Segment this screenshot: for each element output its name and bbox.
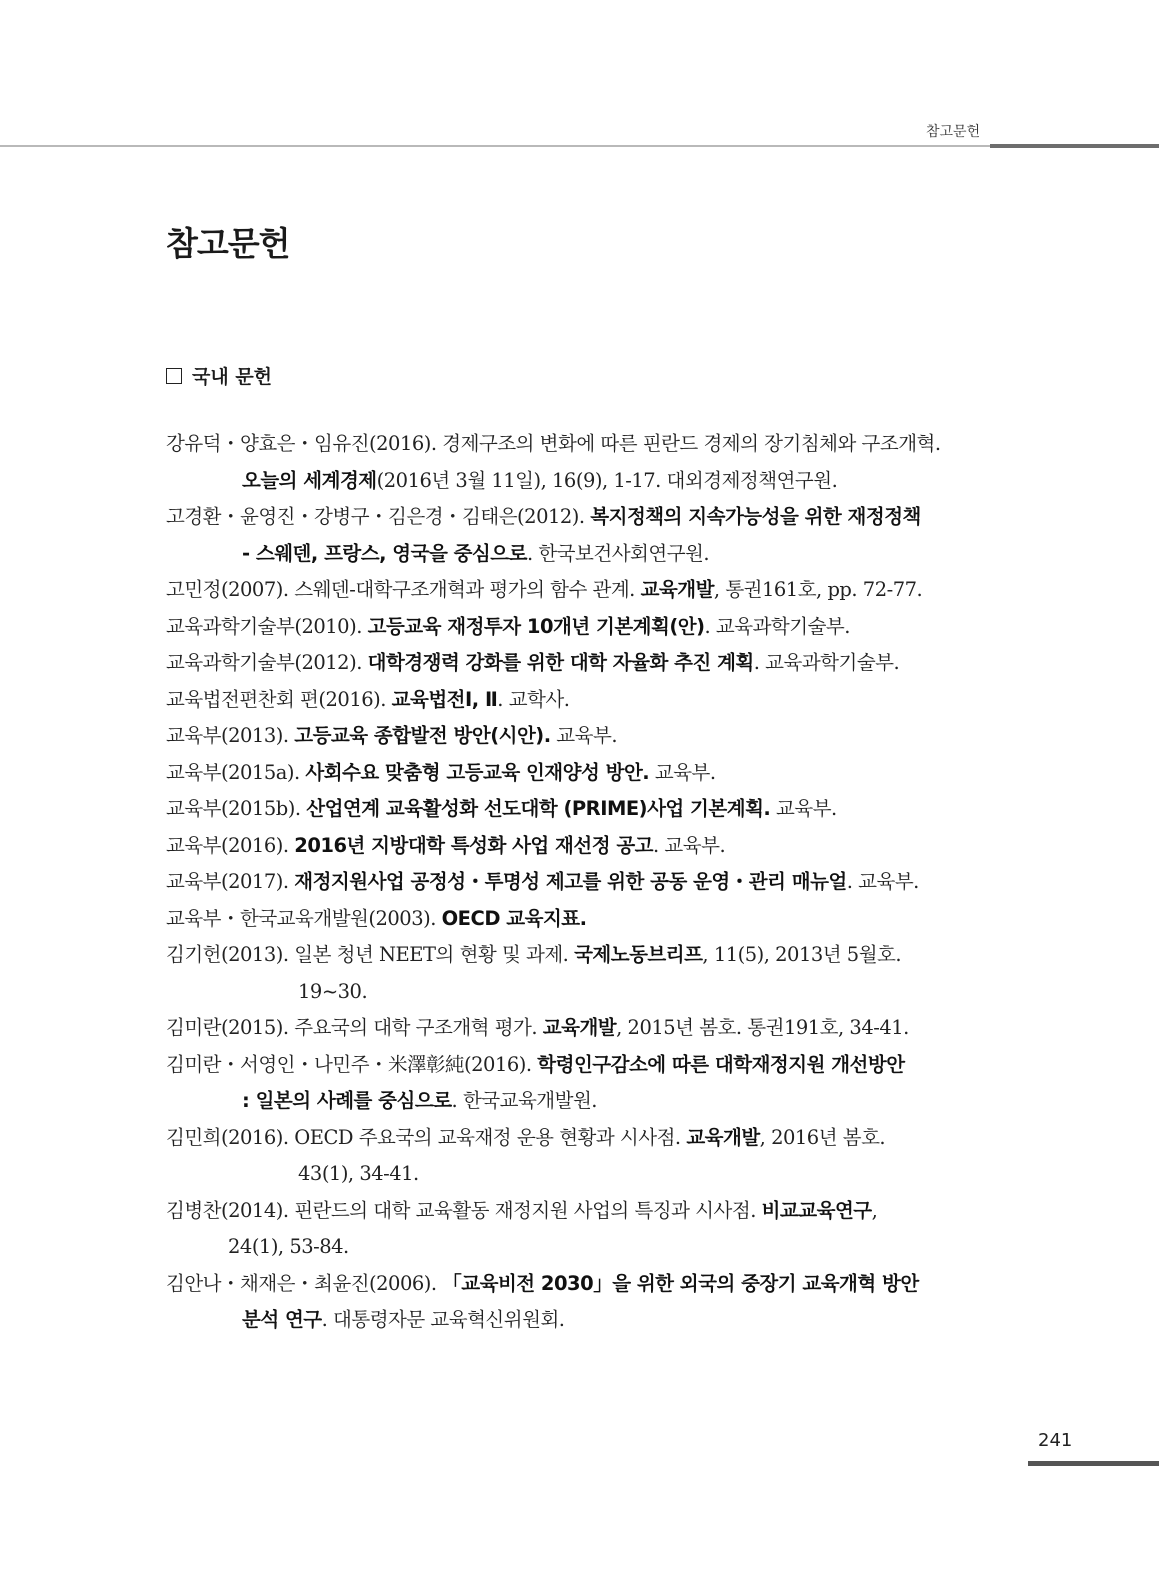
reference-entry: 교육과학기술부(2010). 고등교육 재정투자 10개년 기본계획(안). 교육과학기술부. — [166, 614, 850, 638]
reference-entry: 김기헌(2013). 일본 청년 NEET의 현황 및 과제. 국제노동브리프, 11(5), 2013년 5월호. 19~30. — [166, 943, 902, 1003]
reference-entry: 고경환・윤영진・강병구・김은경・김태은(2012). 복지정책의 지속가능성을 위한 재정정책 - 스웨덴, 프랑스, 영국을 중심으로. 한국보건사회연구원. — [166, 505, 921, 565]
reference-entry: 교육과학기술부(2012). 대학경쟁력 강화를 위한 대학 자율화 추진 계획. 교육과학기술부. — [166, 651, 900, 674]
section-heading-label: 국내 문헌 — [192, 366, 273, 388]
reference-entry: 교육부(2017). 재정지원사업 공정성・투명성 제고를 위한 공동 운영・관리 매뉴얼. 교육부. — [166, 870, 919, 893]
reference-entry: 교육부(2016). 2016년 지방대학 특성화 사업 재선정 공고. 교육부. — [166, 833, 726, 857]
header-rule — [0, 145, 990, 147]
reference-entry: 김미란(2015). 주요국의 대학 구조개혁 평가. 교육개발, 2015년 봄호. 통권191호, 34-41. — [166, 1016, 909, 1039]
reference-entry: 교육부・한국교육개발원(2003). OECD 교육지표. — [166, 906, 587, 930]
reference-entry: 교육법전편찬회 편(2016). 교육법전Ⅰ, Ⅱ. 교학사. — [166, 687, 570, 711]
checkbox-square-icon — [166, 368, 182, 384]
page-title: 참고문헌 — [166, 224, 290, 263]
reference-entry: 강유덕・양효은・임유진(2016). 경제구조의 변화에 따른 핀란드 경제의 장기침체와 구조개혁. 오늘의 세계경제(2016년 3월 11일), 16(9), 1-17. 대외경제정책연구원. — [166, 432, 941, 492]
reference-list — [166, 426, 996, 1339]
footer-rule — [1028, 1461, 1159, 1466]
running-header: 참고문헌 — [926, 124, 981, 140]
reference-entry: 김안나・채재은・최윤진(2006). 「교육비전 2030」을 위한 외국의 중장기 교육개혁 방안 분석 연구. 대통령자문 교육혁신위원회. — [166, 1271, 919, 1331]
reference-entry: 김민희(2016). OECD 주요국의 교육재정 운용 현황과 시사점. 교육개발, 2016년 봄호. 43(1), 34-41. — [166, 1125, 886, 1185]
reference-entry: 교육부(2015b). 산업연계 교육활성화 선도대학 (PRIME)사업 기본계획. 교육부. — [166, 797, 837, 820]
page-number: 241 — [1038, 1430, 1073, 1451]
reference-entry: 교육부(2015a). 사회수요 맞춤형 고등교육 인재양성 방안. 교육부. — [166, 760, 716, 784]
reference-entry: 김병찬(2014). 핀란드의 대학 교육활동 재정지원 사업의 특징과 시사점. 비교교육연구, 24(1), 53-84. — [166, 1198, 878, 1258]
header-rule-accent — [990, 144, 1159, 148]
reference-entry: 고민정(2007). 스웨덴-대학구조개혁과 평가의 함수 관계. 교육개발, 통권161호, pp. 72-77. — [166, 578, 923, 601]
section-heading — [166, 362, 272, 389]
reference-entry: 김미란・서영인・나민주・米澤彰純(2016). 학령인구감소에 따른 대학재정지원 개선방안 : 일본의 사례를 중심으로. 한국교육개발원. — [166, 1052, 905, 1112]
reference-entry: 교육부(2013). 고등교육 종합발전 방안(시안). 교육부. — [166, 724, 618, 747]
